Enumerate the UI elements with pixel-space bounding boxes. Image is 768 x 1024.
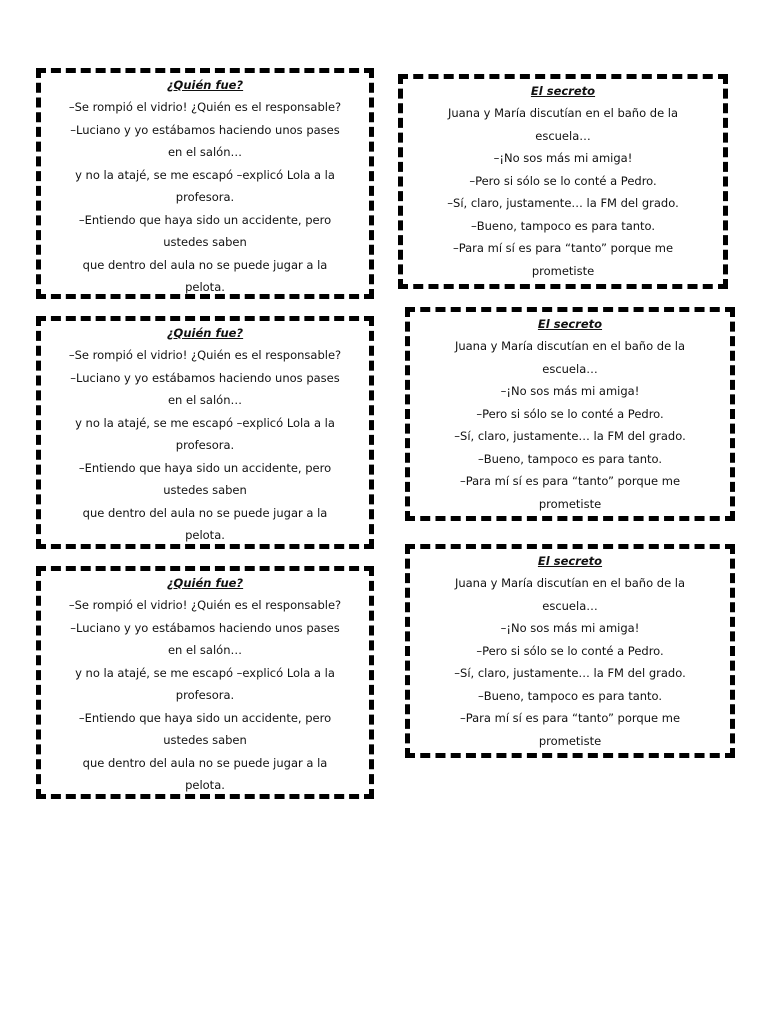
card-line: Juana y María discutían en el baño de la (454, 339, 686, 353)
card-line: profesora. (175, 688, 235, 702)
card-line: escuela… (542, 598, 598, 613)
card-line: –Sí, claro, justamente… la FM del grado. (447, 196, 679, 210)
card-line: pelota. (185, 528, 225, 542)
card-line: –Luciano y yo estábamos haciendo unos pases (70, 620, 340, 635)
card-line: –Bueno, tampoco es para tanto. (477, 688, 663, 703)
card-el-secreto-3 (405, 544, 735, 758)
card-line: –Luciano y yo estábamos haciendo unos pases (70, 122, 340, 137)
card-line: –Pero si sólo se lo conté a Pedro. (476, 406, 664, 421)
card-quien-fue-1 (36, 68, 374, 299)
card-line: ustedes saben (163, 483, 247, 497)
card-line: y no la atajé, se me escapó –explicó Lola a la (75, 167, 335, 182)
card-line: –Luciano y yo estábamos haciendo unos pases (70, 370, 340, 385)
card-title: El secreto (537, 317, 603, 331)
card-line: –Bueno, tampoco es para tanto. (470, 218, 656, 233)
card-line: que dentro del aula no se puede jugar a la (82, 505, 328, 520)
card-line: escuela… (535, 128, 591, 143)
card-el-secreto-1 (398, 74, 728, 289)
card-line: –Sí, claro, justamente… la FM del grado. (454, 666, 686, 680)
card-line: que dentro del aula no se puede jugar a la (82, 257, 328, 272)
card-line: que dentro del aula no se puede jugar a la (82, 755, 328, 770)
card-line: –Entiendo que haya sido un accidente, pero (78, 710, 332, 725)
card-line: –¡No sos más mi amiga! (500, 621, 640, 635)
card-title: ¿Quién fue? (166, 326, 244, 340)
card-line: ustedes saben (163, 235, 247, 249)
card-title: El secreto (537, 554, 603, 568)
card-quien-fue-2 (36, 316, 374, 549)
card-line: –Sí, claro, justamente… la FM del grado. (454, 429, 686, 443)
card-line: –Para mí sí es para “tanto” porque me (452, 241, 674, 255)
card-line: –¡No sos más mi amiga! (500, 384, 640, 398)
card-line: –Se rompió el vidrio! ¿Quién es el responsable? (68, 598, 342, 612)
card-line: prometiste (538, 496, 602, 511)
card-line: prometiste (531, 263, 595, 278)
card-line: –Se rompió el vidrio! ¿Quién es el responsable? (68, 100, 342, 114)
card-line: –Para mí sí es para “tanto” porque me (459, 474, 681, 488)
card-line: en el salón… (167, 145, 242, 159)
card-title: ¿Quién fue? (166, 576, 244, 590)
card-line: escuela… (542, 361, 598, 376)
card-line: pelota. (185, 778, 225, 792)
card-line: y no la atajé, se me escapó –explicó Lola a la (75, 415, 335, 430)
card-line: –Entiendo que haya sido un accidente, pero (78, 460, 332, 475)
card-quien-fue-3 (36, 566, 374, 799)
card-line: –Se rompió el vidrio! ¿Quién es el responsable? (68, 348, 342, 362)
card-line: y no la atajé, se me escapó –explicó Lola a la (75, 665, 335, 680)
card-title: El secreto (530, 84, 596, 98)
card-line: ustedes saben (163, 733, 247, 747)
card-line: –¡No sos más mi amiga! (493, 151, 633, 165)
card-line: prometiste (538, 733, 602, 748)
card-title: ¿Quién fue? (166, 78, 244, 92)
card-line: –Para mí sí es para “tanto” porque me (459, 711, 681, 725)
card-line: Juana y María discutían en el baño de la (454, 576, 686, 590)
card-line: pelota. (185, 280, 225, 294)
card-line: Juana y María discutían en el baño de la (447, 106, 679, 120)
card-line: en el salón… (167, 643, 242, 657)
card-el-secreto-2 (405, 307, 735, 521)
card-line: –Pero si sólo se lo conté a Pedro. (476, 643, 664, 658)
card-line: –Bueno, tampoco es para tanto. (477, 451, 663, 466)
card-line: –Pero si sólo se lo conté a Pedro. (469, 173, 657, 188)
card-line: –Entiendo que haya sido un accidente, pero (78, 212, 332, 227)
card-line: profesora. (175, 438, 235, 452)
card-line: en el salón… (167, 393, 242, 407)
card-line: profesora. (175, 190, 235, 204)
